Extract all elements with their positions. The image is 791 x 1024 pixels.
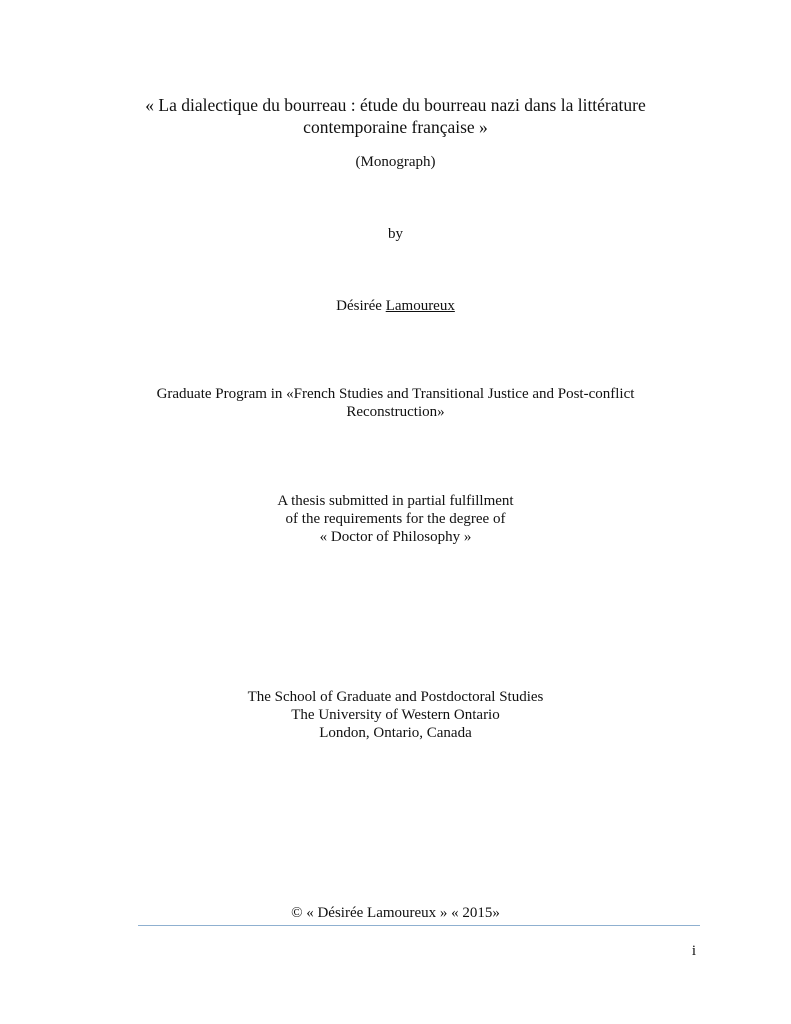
statement-line-3: « Doctor of Philosophy » xyxy=(319,529,472,545)
statement-line-1: A thesis submitted in partial fulfillment xyxy=(277,493,514,509)
monograph-label: (Monograph) xyxy=(355,154,436,170)
footer-rule xyxy=(138,925,700,926)
statement-line-2: of the requirements for the degree of xyxy=(285,511,506,527)
page-number: i xyxy=(691,943,696,959)
institution-line-2: The University of Western Ontario xyxy=(291,707,500,723)
author-name xyxy=(0,297,791,315)
by-label: by xyxy=(388,226,403,242)
copyright-notice: © « Désirée Lamoureux » « 2015» xyxy=(291,905,500,921)
institution-line-1: The School of Graduate and Postdoctoral Studies xyxy=(247,689,544,705)
author-first-name: Désirée xyxy=(336,298,386,314)
thesis-title-line-2: contemporaine française » xyxy=(303,117,488,137)
program-line-2: Reconstruction» xyxy=(346,404,445,420)
program-line-1: Graduate Program in «French Studies and Transitional Justice and Post-conflict xyxy=(156,386,635,402)
author-last-name: Lamoureux xyxy=(385,298,455,314)
thesis-title-line-1: « La dialectique du bourreau : étude du bourreau nazi dans la littérature xyxy=(145,95,646,115)
institution-line-3: London, Ontario, Canada xyxy=(319,725,472,741)
